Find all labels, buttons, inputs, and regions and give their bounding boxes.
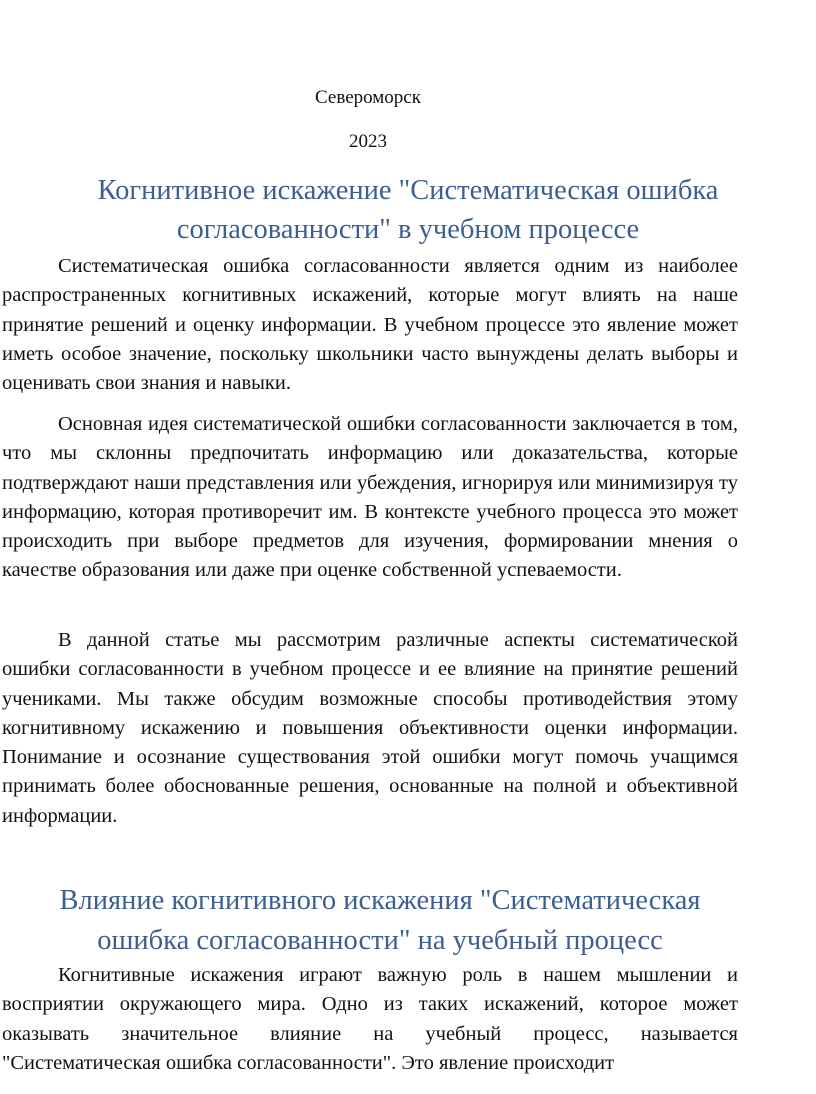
section-2-title-line-2: ошибка согласованности" на учебный процесс [97,925,663,956]
year: 2023 [349,131,387,152]
section-2-title-line-1: Влияние когнитивного искажения "Систематическая [59,885,701,916]
city-name: Североморск [315,87,421,108]
section-1-title-line-1: Когнитивное искажение "Систематическая ошибка [97,175,719,206]
section-1-title [0,171,816,249]
section-2-title [0,881,760,961]
section-1-paragraph-3: В данной статье мы рассмотрим различные аспекты систематической ошибки согласованности в учебном процессе и ее влияние на принятие решений учениками. Мы также обсудим возможные способы противодействия этому когнитивному искажению и повышения объективности оценки информации. Понимание и осознание существования этой ошибки могут помочь учащимся принимать более обоснованные решения, основанные на полной и объективной информации. [2,629,738,827]
section-1-title-line-2: согласованности" в учебном процессе [176,214,640,245]
section-2-paragraph-1: Когнитивные искажения играют важную роль в нашем мышлении и восприятии окружающего мира. Одно из таких искажений, которое может оказывать значительное влияние на учебный процесс, называется "Систематическая ошибка согласованности". Это явление происходит [2,964,738,1074]
section-1-paragraph-2: Основная идея систематической ошибки согласованности заключается в том, что мы склонны предпочитать информацию или доказательства, которые подтверждают наши представления или убеждения, игнорируя или минимизируя ту информацию, которая противоречит им. В контексте учебного процесса это может происходить при выборе предметов для изучения, формировании мнения о качестве образования или даже при оценке собственной успеваемости. [2,413,738,582]
section-1-paragraph-1: Систематическая ошибка согласованности является одним из наиболее распространенных когнитивных искажений, которые могут влиять на наше принятие решений и оценку информации. В учебном процессе это явление может иметь особое значение, поскольку школьники часто вынуждены делать выборы и оценивать свои знания и навыки. [2,255,738,395]
